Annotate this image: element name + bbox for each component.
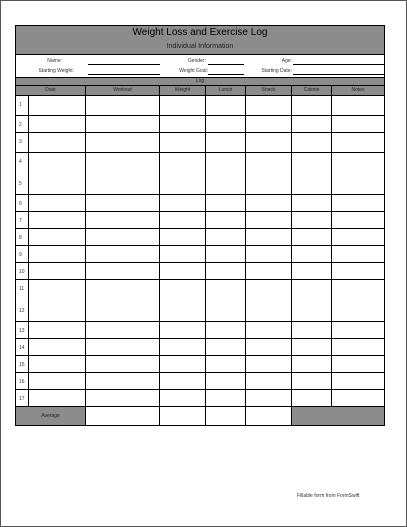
log-cell[interactable]: [246, 153, 292, 194]
row-number-cell: [16, 373, 29, 389]
average-row: [15, 407, 385, 426]
column-notes: Notes: [351, 87, 365, 93]
log-cell[interactable]: [206, 116, 246, 132]
weight-loss-log-form: [15, 25, 385, 426]
log-cell[interactable]: [332, 229, 384, 245]
column-lunch: Lunch: [206, 86, 246, 95]
row-number: 4: [19, 159, 22, 165]
row-number-cell: [16, 212, 29, 228]
age-field[interactable]: [293, 64, 385, 65]
table-row: [16, 96, 384, 116]
row-number: 13: [19, 328, 25, 334]
log-cell[interactable]: [160, 339, 206, 355]
log-cell[interactable]: [246, 373, 292, 389]
log-cell[interactable]: [86, 116, 160, 132]
log-cell[interactable]: [332, 263, 384, 279]
log-cell[interactable]: [29, 373, 86, 389]
log-cell[interactable]: [206, 229, 246, 245]
table-row: [16, 212, 384, 229]
log-cell[interactable]: [292, 133, 332, 152]
row-number: 12: [19, 308, 25, 314]
log-cell[interactable]: [86, 195, 160, 211]
log-cell[interactable]: [160, 212, 206, 228]
log-cell[interactable]: [160, 133, 206, 152]
table-row: [16, 356, 384, 373]
row-number: 6: [19, 201, 22, 207]
log-cell[interactable]: [86, 322, 160, 338]
log-cell[interactable]: [292, 263, 332, 279]
log-cell[interactable]: [160, 116, 206, 132]
row-number-cell: [16, 116, 29, 132]
column-calorie: Calorie: [292, 86, 332, 95]
name-field[interactable]: [88, 64, 160, 65]
log-cell[interactable]: [206, 212, 246, 228]
log-cell[interactable]: [292, 280, 332, 321]
age-label: Age:: [281, 58, 292, 64]
log-cell[interactable]: [206, 195, 246, 211]
log-cell[interactable]: [86, 133, 160, 152]
weight-goal-label: Weight Goal:: [179, 68, 208, 74]
row-number-cell: [16, 246, 29, 262]
log-cell[interactable]: [160, 390, 206, 406]
log-cell[interactable]: [332, 322, 384, 338]
log-cell[interactable]: [86, 96, 160, 115]
log-cell[interactable]: [29, 212, 86, 228]
log-cell[interactable]: [29, 153, 86, 194]
log-cell[interactable]: [292, 356, 332, 372]
footer-text: Fillable form from FormSwift: [297, 493, 360, 499]
row-number: 11: [19, 286, 25, 292]
row-number-cell: [16, 390, 29, 406]
row-number: 14: [19, 345, 25, 351]
average-label: Average: [16, 407, 86, 425]
column-date: Date: [16, 86, 86, 95]
log-cell[interactable]: [86, 356, 160, 372]
weight-goal-field[interactable]: [208, 74, 244, 75]
table-row: [16, 263, 384, 280]
average-snack-cell[interactable]: [246, 407, 292, 425]
row-number: 17: [19, 396, 25, 402]
name-label: Name:: [47, 58, 62, 64]
log-cell[interactable]: [332, 373, 384, 389]
log-cell[interactable]: [29, 390, 86, 406]
log-cell[interactable]: [160, 263, 206, 279]
starting-date-field[interactable]: [293, 74, 385, 75]
log-cell[interactable]: [86, 246, 160, 262]
log-cell[interactable]: [246, 246, 292, 262]
gender-label: Gender:: [187, 58, 206, 64]
log-cell[interactable]: [206, 390, 246, 406]
row-number: 10: [19, 269, 25, 275]
table-row: [16, 322, 384, 339]
log-cell[interactable]: [246, 263, 292, 279]
log-cell[interactable]: [29, 322, 86, 338]
starting-date-label: Starting Date:: [261, 68, 292, 74]
log-cell[interactable]: [292, 373, 332, 389]
log-cell[interactable]: [29, 195, 86, 211]
log-cell[interactable]: [292, 212, 332, 228]
log-cell[interactable]: [292, 229, 332, 245]
log-cell[interactable]: [332, 96, 384, 115]
table-row: [16, 373, 384, 390]
log-cell[interactable]: [206, 322, 246, 338]
starting-weight-label: Starting Weight:: [38, 68, 74, 74]
log-cell[interactable]: [29, 280, 86, 321]
log-cell[interactable]: [86, 153, 160, 194]
log-cell[interactable]: [86, 263, 160, 279]
form-subtitle: Individual Information: [166, 43, 234, 50]
row-number: 15: [19, 362, 25, 368]
log-cell[interactable]: [246, 133, 292, 152]
log-cell[interactable]: [86, 212, 160, 228]
average-weight-cell[interactable]: [160, 407, 206, 425]
row-number: 16: [19, 379, 25, 385]
log-cell[interactable]: [332, 133, 384, 152]
row-number: 5: [19, 181, 22, 187]
column-snack: Snack: [246, 86, 292, 95]
row-number-cell: [16, 133, 29, 152]
log-cell[interactable]: [292, 390, 332, 406]
column-workout: Workout: [86, 86, 160, 95]
table-row: [16, 153, 384, 195]
average-lunch-cell[interactable]: [206, 407, 246, 425]
log-cell[interactable]: [246, 356, 292, 372]
average-workout-cell[interactable]: [86, 407, 160, 425]
log-cell[interactable]: [206, 356, 246, 372]
log-cell[interactable]: [246, 195, 292, 211]
row-number-cell: [16, 153, 29, 194]
log-cell[interactable]: [332, 339, 384, 355]
log-cell[interactable]: [86, 229, 160, 245]
log-cell[interactable]: [292, 322, 332, 338]
log-cell[interactable]: [332, 116, 384, 132]
log-cell[interactable]: [332, 356, 384, 372]
log-cell[interactable]: [160, 153, 206, 194]
log-cell[interactable]: [246, 390, 292, 406]
title-band: [15, 25, 385, 55]
column-weight: Weight: [160, 86, 206, 95]
log-cell[interactable]: [29, 263, 86, 279]
log-cell[interactable]: [246, 212, 292, 228]
log-cell[interactable]: [160, 246, 206, 262]
log-cell[interactable]: [332, 195, 384, 211]
row-number-cell: [16, 96, 29, 115]
log-cell[interactable]: [29, 339, 86, 355]
log-cell[interactable]: [206, 339, 246, 355]
table-row: [16, 339, 384, 356]
log-cell[interactable]: [29, 356, 86, 372]
row-number: 2: [19, 122, 22, 128]
table-row: [16, 195, 384, 212]
log-cell[interactable]: [86, 390, 160, 406]
row-number-cell: [16, 195, 29, 211]
log-cell[interactable]: [206, 373, 246, 389]
log-cell[interactable]: [160, 229, 206, 245]
table-row: [16, 133, 384, 153]
log-cell[interactable]: [206, 96, 246, 115]
individual-info-section: [15, 55, 385, 77]
row-number-cell: [16, 356, 29, 372]
log-cell[interactable]: [332, 212, 384, 228]
log-cell[interactable]: [160, 280, 206, 321]
log-cell[interactable]: [86, 373, 160, 389]
row-number-cell: [16, 280, 29, 321]
row-number-cell: [16, 229, 29, 245]
table-row: [16, 280, 384, 322]
log-cell[interactable]: [246, 339, 292, 355]
row-number-cell: [16, 263, 29, 279]
log-cell[interactable]: [292, 195, 332, 211]
log-cell[interactable]: [246, 96, 292, 115]
log-cell[interactable]: [246, 229, 292, 245]
table-row: [16, 229, 384, 246]
log-cell[interactable]: [160, 322, 206, 338]
log-cell[interactable]: [29, 229, 86, 245]
log-cell[interactable]: [29, 246, 86, 262]
log-cell[interactable]: [246, 280, 292, 321]
table-row: [16, 246, 384, 263]
log-cell[interactable]: [332, 153, 384, 194]
log-cell[interactable]: [206, 246, 246, 262]
log-cell[interactable]: [160, 96, 206, 115]
row-number: 7: [19, 218, 22, 224]
log-cell[interactable]: [206, 133, 246, 152]
row-number-cell: [16, 322, 29, 338]
starting-weight-field[interactable]: [88, 74, 160, 75]
log-cell[interactable]: [160, 195, 206, 211]
log-cell[interactable]: [246, 116, 292, 132]
row-number: 9: [19, 252, 22, 258]
log-grid: [15, 96, 385, 407]
table-row: [16, 390, 384, 407]
log-cell[interactable]: [332, 246, 384, 262]
log-cell[interactable]: [86, 339, 160, 355]
row-number: 8: [19, 235, 22, 241]
log-cell[interactable]: [332, 280, 384, 321]
log-cell[interactable]: [292, 116, 332, 132]
column-header-row: [15, 86, 385, 96]
gender-field[interactable]: [208, 64, 244, 65]
form-title: Weight Loss and Exercise Log: [132, 27, 268, 38]
log-cell[interactable]: [29, 116, 86, 132]
log-cell[interactable]: [160, 356, 206, 372]
log-cell[interactable]: [29, 133, 86, 152]
row-number-cell: [16, 339, 29, 355]
table-row: [16, 116, 384, 133]
log-cell[interactable]: [292, 153, 332, 194]
average-gray-cell: [292, 407, 384, 425]
log-cell[interactable]: [160, 373, 206, 389]
log-cell[interactable]: [292, 96, 332, 115]
log-cell[interactable]: [206, 263, 246, 279]
row-number: 1: [19, 102, 22, 108]
log-cell[interactable]: [206, 280, 246, 321]
log-cell[interactable]: [292, 246, 332, 262]
log-cell[interactable]: [292, 339, 332, 355]
log-cell[interactable]: [206, 153, 246, 194]
log-band: Log: [15, 77, 385, 86]
log-cell[interactable]: [29, 96, 86, 115]
log-cell[interactable]: [246, 322, 292, 338]
log-cell[interactable]: [332, 390, 384, 406]
row-number: 3: [19, 139, 22, 145]
log-cell[interactable]: [86, 280, 160, 321]
